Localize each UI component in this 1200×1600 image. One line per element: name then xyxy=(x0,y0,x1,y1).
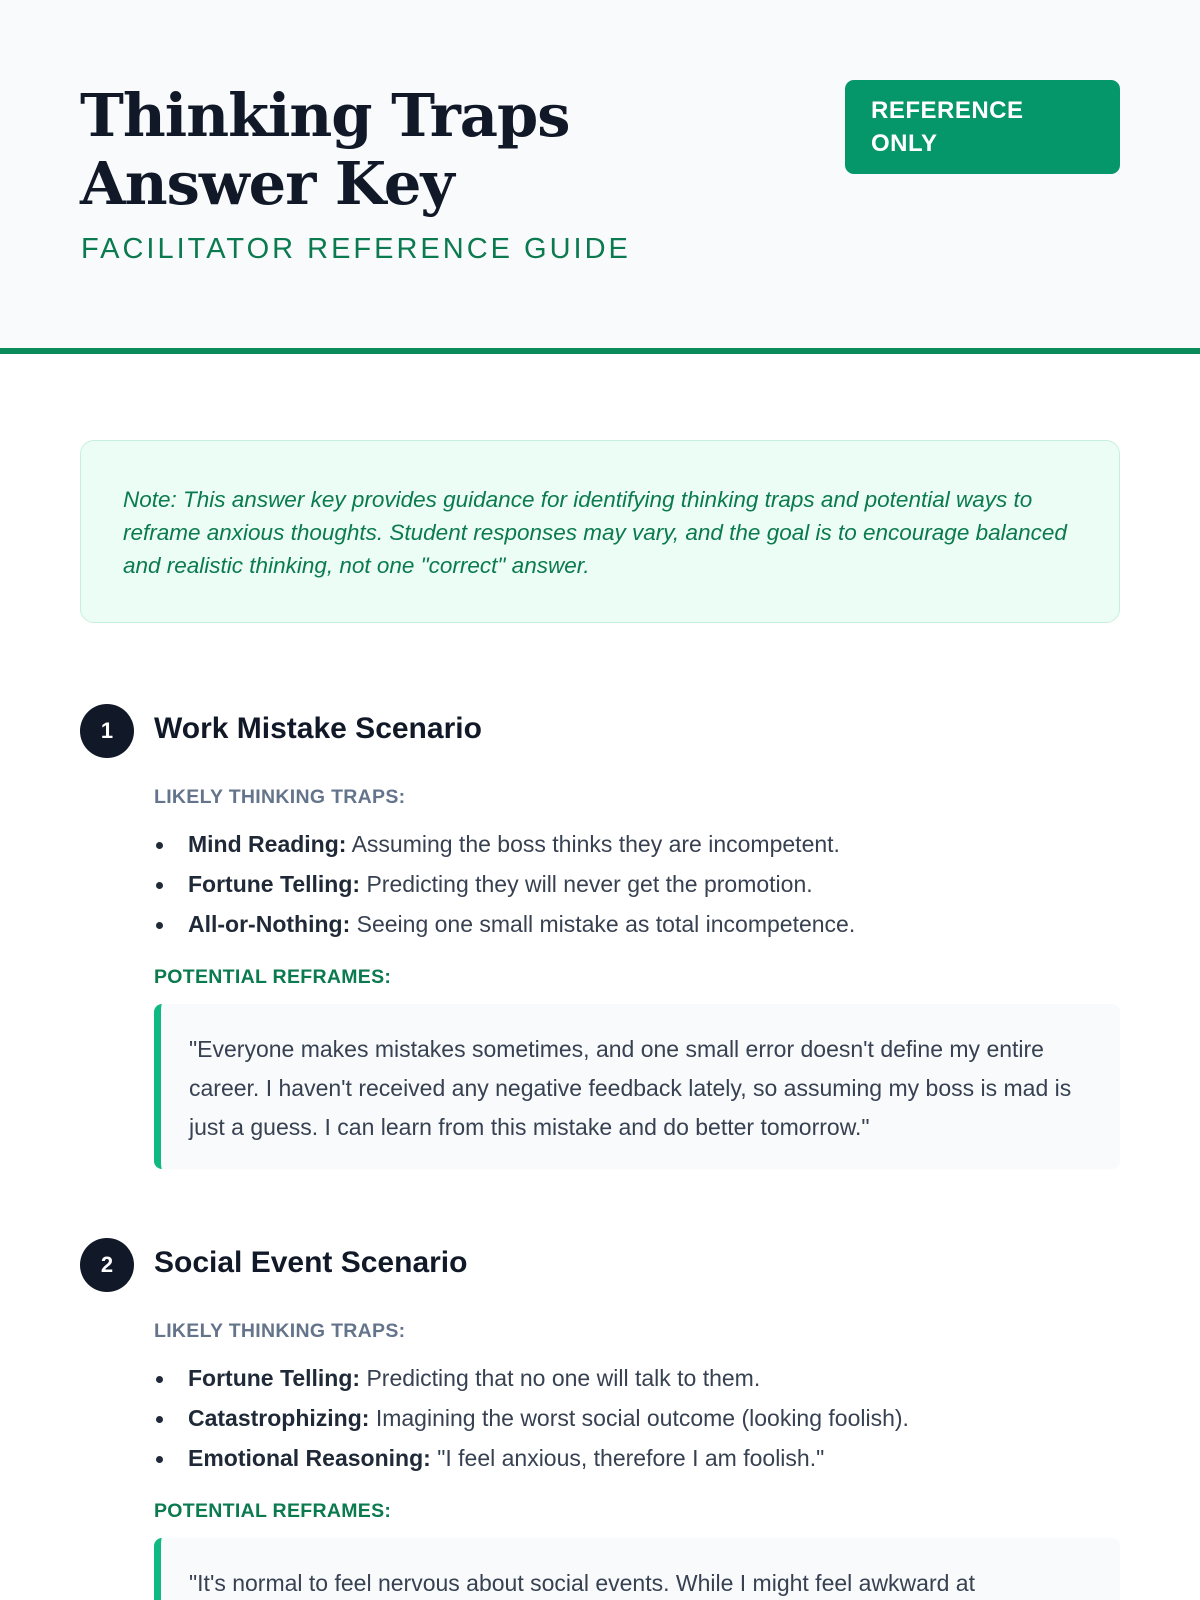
reference-badge: REFERENCE ONLY xyxy=(845,80,1120,174)
thinking-traps-list xyxy=(154,824,1114,944)
trap-text: "I feel anxious, therefore I am foolish." xyxy=(437,1445,825,1471)
trap-text: Imagining the worst social outcome (looking foolish). xyxy=(375,1405,909,1431)
trap-name: All-or-Nothing: xyxy=(188,911,351,937)
scenario-number: 2 xyxy=(80,1238,134,1292)
thinking-traps-label: LIKELY THINKING TRAPS: xyxy=(154,786,406,808)
list-item xyxy=(154,824,1114,864)
scenario-number: 1 xyxy=(80,704,134,758)
list-item xyxy=(154,1358,1114,1398)
page-subtitle: FACILITATOR REFERENCE GUIDE xyxy=(81,233,631,265)
trap-text: Assuming the boss thinks they are incompetent. xyxy=(351,831,840,857)
trap-name: Catastrophizing: xyxy=(188,1405,370,1431)
reframes-label: POTENTIAL REFRAMES: xyxy=(154,1500,392,1522)
scenario-title: Social Event Scenario xyxy=(154,1246,468,1279)
reframe-quote: "It's normal to feel nervous about social events. While I might feel awkward at xyxy=(154,1538,1120,1600)
trap-text: Predicting that no one will talk to them. xyxy=(366,1365,761,1391)
reframe-quote: "Everyone makes mistakes sometimes, and one small error doesn't define my entire career. I haven't received any negative feedback lately, so assuming my boss is mad is just a guess. I can learn from this mistake and do better tomorrow." xyxy=(154,1004,1120,1169)
trap-name: Emotional Reasoning: xyxy=(188,1445,431,1471)
list-item xyxy=(154,904,1114,944)
trap-name: Fortune Telling: xyxy=(188,1365,361,1391)
guidance-note: Note: This answer key provides guidance for identifying thinking traps and potential ways to reframe anxious thoughts. Student responses may vary, and the goal is to encourage balanced and realistic thinking, not one "correct" answer. xyxy=(80,440,1120,623)
list-item xyxy=(154,1398,1114,1438)
page-header xyxy=(0,0,1200,354)
reframes-label: POTENTIAL REFRAMES: xyxy=(154,966,392,988)
trap-name: Mind Reading: xyxy=(188,831,347,857)
trap-text: Predicting they will never get the promotion. xyxy=(366,871,813,897)
thinking-traps-list xyxy=(154,1358,1114,1478)
trap-text: Seeing one small mistake as total incompetence. xyxy=(356,911,856,937)
list-item xyxy=(154,1438,1114,1478)
scenario-title: Work Mistake Scenario xyxy=(154,712,482,745)
list-item xyxy=(154,864,1114,904)
page-title: Thinking Traps Answer Key xyxy=(80,81,570,218)
trap-name: Fortune Telling: xyxy=(188,871,361,897)
thinking-traps-label: LIKELY THINKING TRAPS: xyxy=(154,1320,406,1342)
